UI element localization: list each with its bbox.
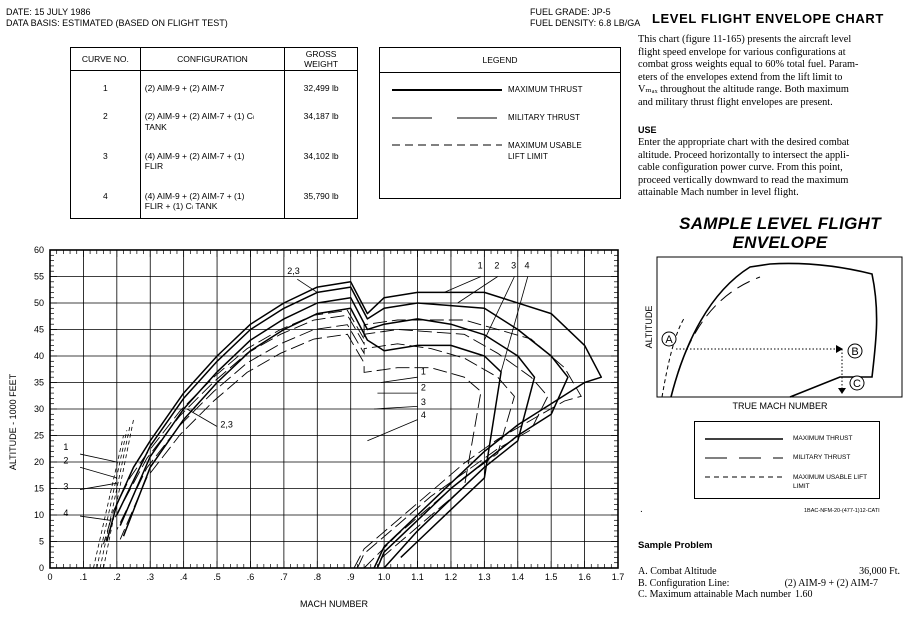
x-tick-label: .8: [313, 572, 322, 582]
x-tick-label: .5: [213, 572, 221, 582]
header-right: [530, 7, 640, 29]
weight-cell: 35,790 lb: [285, 179, 358, 219]
data-basis-text: DATA BASIS: ESTIMATED (BASED ON FLIGHT TEST): [6, 18, 228, 28]
max-thrust-curve-4: [124, 308, 502, 557]
intro-line: Vₘₐₓ throughout the altitude range. Both maximum: [638, 84, 849, 96]
problem-value: 36,000 Ft.: [859, 566, 900, 577]
sample-legend-item: MAXIMUM USABLE LIFT LIMIT: [793, 474, 867, 490]
sample-y-axis-label: ALTITUDE: [644, 305, 654, 349]
y-tick-label: 40: [33, 351, 44, 361]
y-tick-label: 45: [33, 324, 44, 335]
sample-title: [660, 214, 900, 252]
sample-title-line: SAMPLE LEVEL FLIGHT: [679, 214, 881, 233]
curve-annotation: 2: [494, 260, 500, 271]
config-cell: (2) AIM-9 + (2) AIM-7: [140, 71, 284, 99]
date-text: DATE: 15 JULY 1986: [6, 7, 91, 17]
table-header-cell: GROSS WEIGHT: [285, 48, 358, 71]
table-row: [71, 99, 358, 139]
use-line: Enter the appropriate chart with the desired combat: [638, 137, 850, 148]
curve-annotation: 3: [420, 396, 426, 407]
curve-annotation: 4: [63, 508, 69, 519]
sample-envelope-diagram: [640, 252, 912, 417]
military-thrust-curve-2: [114, 315, 548, 568]
use-paragraph: [638, 137, 898, 200]
intro-line: This chart (figure 11-165) presents the aircraft level: [638, 34, 852, 45]
problem-label: C. Maximum attainable Mach number: [638, 589, 792, 600]
chart-x-axis-label: MACH NUMBER: [299, 599, 369, 609]
level-flight-envelope-chart: [0, 232, 630, 617]
x-tick-label: 1.4: [511, 572, 525, 582]
legend-title: LEGEND: [380, 48, 620, 73]
config-cell: (4) AIM-9 + (2) AIM-7 + (1) FLIR + (1) Cₗ TANK: [140, 179, 284, 219]
x-tick-label: .1: [79, 572, 88, 582]
x-tick-label: 1.3: [478, 572, 491, 582]
problem-row: [638, 589, 900, 601]
x-tick-label: 1.0: [377, 572, 391, 582]
military-thrust-curve-3: [117, 325, 515, 568]
curve-annotation: 3: [63, 481, 69, 492]
page-title: LEVEL FLIGHT ENVELOPE CHART: [652, 11, 884, 26]
sample-problem-heading: Sample Problem: [638, 540, 713, 551]
sample-legend-lines: [705, 436, 785, 482]
intro-line: flight speed envelope for various configurations at: [638, 46, 846, 58]
use-line: attainable Mach number in level flight.: [638, 187, 799, 199]
y-tick-label: 5: [38, 536, 44, 547]
curve-cell: 3: [71, 139, 141, 179]
x-tick-label: 1.5: [544, 572, 558, 582]
point-a-label: A: [665, 334, 673, 346]
sample-title-line: ENVELOPE: [732, 233, 828, 252]
intro-line: and military thrust flight envelopes are present.: [638, 96, 833, 108]
use-line: altitude. Proceed horizontally to intersect the appli-: [638, 149, 850, 161]
legend-item-lift-limit: MAXIMUM USABLE LIFT LIMIT: [508, 141, 582, 161]
annotation-leader-line: [297, 279, 317, 292]
sample-legend-item: MILITARY THRUST: [793, 454, 851, 461]
y-tick-label: 30: [33, 404, 44, 414]
annotation-leader-line: [444, 277, 481, 293]
x-tick-label: 1.2: [444, 572, 458, 582]
weight-cell: 32,499 lb: [285, 71, 358, 99]
y-tick-label: 55: [33, 271, 44, 282]
x-tick-label: .9: [346, 572, 355, 582]
config-cell: (4) AIM-9 + (2) AIM-7 + (1) FLIR: [140, 139, 284, 179]
use-line: proceed vertically downward to read the maximum: [638, 174, 849, 186]
use-line: cable configuration power curve. From this point,: [638, 162, 843, 174]
sample-problem-list: [638, 566, 900, 601]
curve-annotation: 2,3: [220, 419, 233, 430]
legend-item-military-thrust: MILITARY THRUST: [508, 113, 581, 122]
fuel-grade-text: FUEL GRADE: JP-5: [530, 7, 611, 17]
point-c-label: C: [853, 378, 861, 390]
sample-frame: [657, 257, 902, 397]
intro-line: eters of the envelopes extend from the lift limit to: [638, 71, 843, 83]
use-heading: USE: [638, 125, 657, 135]
table-header-row: [71, 48, 358, 71]
x-tick-label: .4: [179, 572, 188, 582]
sample-legend-item: MAXIMUM THRUST: [793, 435, 853, 442]
curve-annotation: 2: [420, 382, 426, 393]
configuration-table: [70, 47, 358, 219]
legend-item-max-thrust: MAXIMUM THRUST: [508, 85, 583, 94]
problem-label: B. Configuration Line:: [638, 577, 730, 589]
intro-paragraph: [638, 34, 898, 110]
table-row: [71, 139, 358, 179]
sample-x-axis-label: TRUE MACH NUMBER: [732, 401, 828, 411]
annotation-leader-line: [80, 516, 110, 520]
x-tick-label: 1.1: [411, 572, 424, 582]
sample-arrow-c: [838, 388, 846, 394]
table-header-cell: CONFIGURATION: [140, 48, 284, 71]
problem-row: [638, 566, 900, 578]
x-tick-label: .6: [246, 572, 255, 582]
sample-max-thrust-curve: [671, 263, 877, 397]
annotation-leader-line: [80, 454, 117, 462]
problem-row: [638, 578, 900, 590]
lift-limit-curve: [103, 420, 133, 568]
lift-limit-curve: [97, 430, 127, 568]
fuel-density-text: FUEL DENSITY: 6.8 LB/GA: [530, 18, 641, 28]
weight-cell: 34,102 lb: [285, 139, 358, 179]
problem-value: (2) AIM-9 + (2) AIM-7: [784, 577, 878, 589]
sample-military-thrust-curve: [678, 277, 760, 372]
sample-legend-box: [694, 421, 880, 499]
problem-label: A. Combat Altitude: [638, 566, 717, 577]
annotation-leader-line: [80, 467, 117, 478]
military-thrust-curve-1: [104, 310, 582, 568]
curve-annotation: 3: [511, 260, 517, 271]
x-tick-label: 0: [47, 572, 53, 582]
y-tick-label: 10: [33, 510, 44, 520]
figure-id: 1BAC-NFM-20-(477-1)12-CATI: [804, 508, 880, 514]
curve-annotation: 2: [63, 455, 69, 466]
annotation-leader-line: [484, 277, 514, 341]
config-cell: (2) AIM-9 + (2) AIM-7 + (1) Cₗ TANK: [140, 99, 284, 139]
annotation-leader-line: [187, 409, 217, 426]
weight-cell: 34,187 lb: [285, 99, 358, 139]
y-tick-label: 35: [33, 377, 44, 388]
curve-annotation: 4: [420, 410, 426, 421]
curve-annotation: 4: [524, 260, 530, 271]
curve-annotation: 1: [420, 366, 426, 377]
table-row: [71, 179, 358, 219]
lift-limit-curve: [93, 436, 123, 569]
annotation-leader-line: [367, 420, 417, 441]
annotation-leader-line: [458, 277, 498, 304]
x-tick-label: .3: [146, 572, 154, 582]
max-thrust-curve-1: [107, 282, 602, 568]
y-tick-label: 25: [33, 430, 44, 441]
y-tick-label: 15: [33, 483, 44, 494]
y-tick-label: 20: [33, 457, 44, 467]
x-tick-label: .2: [113, 572, 121, 582]
x-tick-label: .7: [280, 572, 288, 582]
stray-dot: .: [640, 504, 643, 515]
problem-value: 1.60: [795, 589, 813, 600]
chart-y-axis-label: ALTITUDE - 1000 FEET: [8, 373, 18, 471]
header-left: [6, 7, 228, 29]
annotation-leader-line: [501, 277, 528, 372]
y-tick-label: 60: [33, 245, 44, 255]
y-tick-label: 50: [33, 298, 44, 308]
curve-annotation: 1: [477, 260, 483, 271]
x-tick-label: 1.7: [611, 572, 625, 582]
military-thrust-curve-4: [120, 334, 481, 558]
legend-box: [379, 47, 621, 199]
legend-line-samples: [392, 85, 504, 150]
curve-annotation: 2,3: [287, 265, 300, 276]
x-tick-label: 1.6: [578, 572, 591, 582]
table-header-cell: CURVE NO.: [71, 48, 141, 71]
sample-arrow-b: [836, 345, 843, 353]
curve-cell: 4: [71, 179, 141, 219]
y-tick-label: 0: [38, 563, 44, 573]
intro-line: combat gross weights equal to 60% total fuel. Param-: [638, 59, 859, 71]
annotation-leader-line: [381, 377, 418, 382]
curve-cell: 1: [71, 71, 141, 99]
point-b-label: B: [851, 346, 859, 358]
curve-annotation: 1: [63, 441, 69, 452]
table-row: [71, 71, 358, 99]
curve-cell: 2: [71, 99, 141, 139]
